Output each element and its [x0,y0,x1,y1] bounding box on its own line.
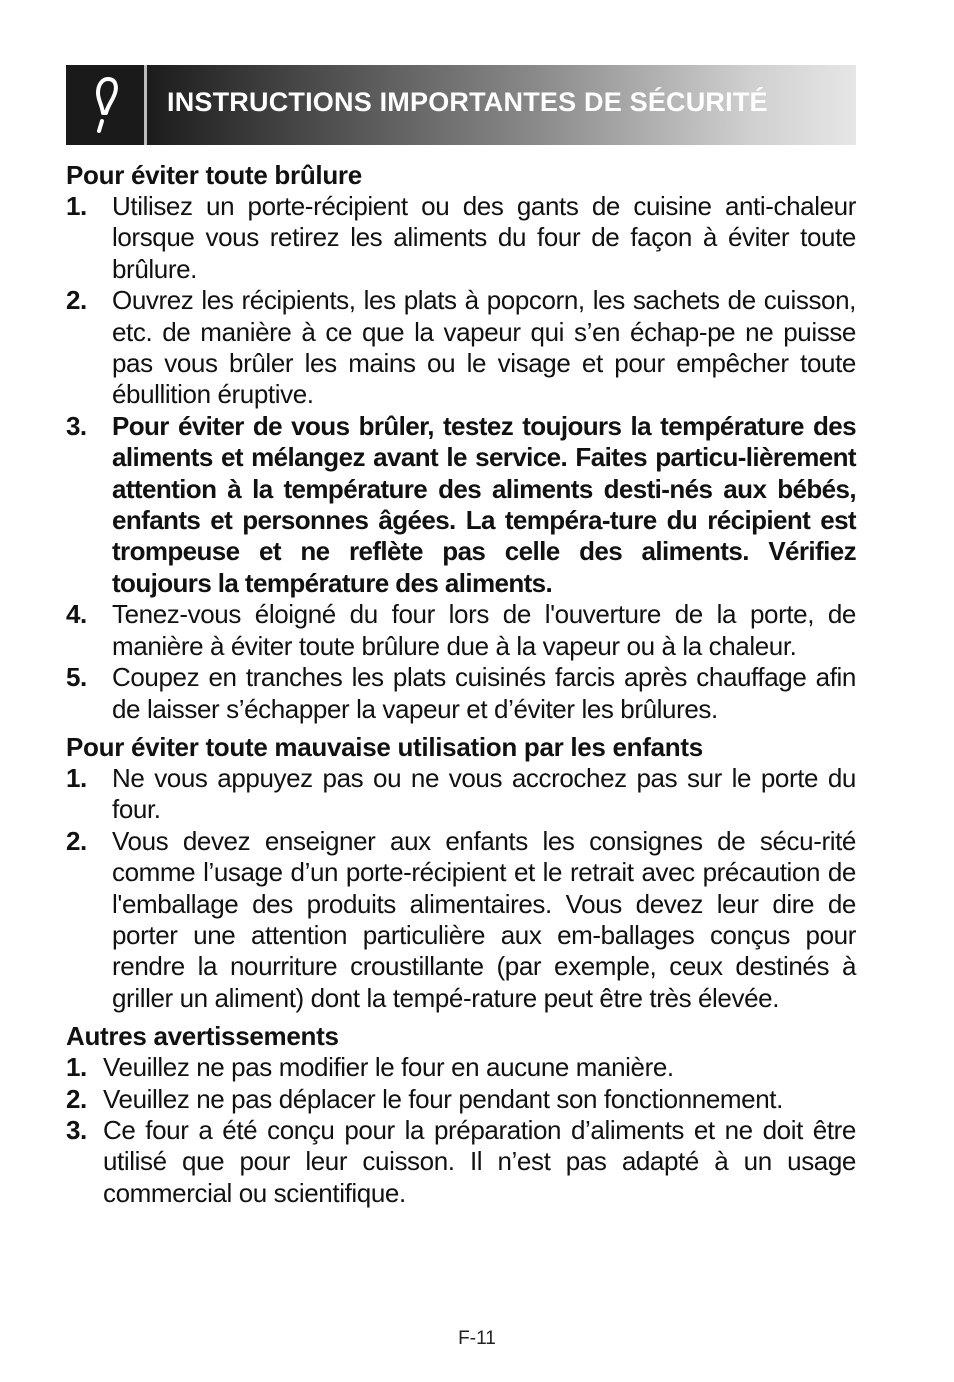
item-number: 1. [66,191,87,221]
list-item [66,285,856,411]
item-number: 3. [66,410,87,441]
item-number: 1. [66,1052,87,1083]
item-text: Veuillez ne pas modifier le four en aucune manière. [103,1052,674,1083]
item-text: Ce four a été conçu pour la préparation d’aliments et ne doit être utilisé que pour leur cuisson. Il n’est pas adapté à un usage commercial ou scientifique. [103,1114,856,1208]
section-header [66,65,856,145]
page-title: INSTRUCTIONS IMPORTANTES DE SÉCURITÉ [167,87,768,117]
item-number: 5. [66,662,87,693]
list-item [66,1052,856,1083]
header-bar [144,65,856,145]
list-other-warnings [66,1052,856,1209]
list-item [66,191,856,285]
list-item [66,763,856,826]
list-item [66,599,856,662]
item-text: Pour éviter de vous brûler, testez toujours la température des aliments et mélangez avant le service. Faites particu-lièrement attention à la température des aliments desti-nés aux bébés, enfants et personnes âgées. La tempéra-ture du récipient est trompeuse et ne reflète pas celle des aliments. Vérifiez toujours la température des aliments. [112,410,856,598]
section-title-children: Pour éviter toute mauvaise utilisation par les enfants [66,731,703,762]
section-title-other-warnings: Autres avertissements [66,1021,339,1052]
list-item [66,411,856,599]
item-number: 2. [66,1083,87,1114]
exclamation-icon [86,75,124,135]
list-item [66,1084,856,1115]
item-text: Ne vous appuyez pas ou ne vous accrochez pas sur le porte du four. [112,762,856,825]
list-item [66,826,856,1014]
list-burns [66,191,856,725]
item-number: 4. [66,599,87,630]
list-children [66,763,856,1014]
item-number: 3. [66,1114,87,1145]
list-item [66,662,856,725]
item-number: 2. [66,825,87,856]
item-number: 1. [66,762,87,793]
item-text: Utilisez un porte-récipient ou des gants de cuisine anti-chaleur lorsque vous retirez les aliments du four de façon à éviter toute brûlure. [112,191,856,284]
header-icon-box [66,65,144,145]
item-text: Veuillez ne pas déplacer le four pendant son fonctionnement. [103,1083,783,1114]
item-text: Ouvrez les récipients, les plats à popcorn, les sachets de cuisson, etc. de manière à ce que la vapeur qui s’en échap-pe ne puisse pas vous brûler les mains ou le visage et pour empêcher toute ébullition éruptive. [112,285,856,410]
document-body [66,160,856,1209]
item-text: Vous devez enseigner aux enfants les consignes de sécu-rité comme l’usage d’un porte-récipient et le retrait avec précaution de l'emballage des produits alimentaires. Vous devez leur dire de porter une attention particulière aux em-ballages conçus pour rendre la nourriture croustillante (par exemple, ceux destinés à griller un aliment) dont la tempé-rature peut être très élevée. [112,825,856,1013]
item-number: 2. [66,285,87,316]
page-number: F-11 [458,1328,496,1349]
item-text: Coupez en tranches les plats cuisinés farcis après chauffage afin de laisser s’échapper la vapeur et d’éviter les brûlures. [112,662,856,724]
section-title-burns: Pour éviter toute brûlure [66,160,362,190]
item-text: Tenez-vous éloigné du four lors de l'ouverture de la porte, de manière à éviter toute brûlure due à la vapeur ou à la chaleur. [112,599,856,661]
list-item [66,1115,856,1209]
